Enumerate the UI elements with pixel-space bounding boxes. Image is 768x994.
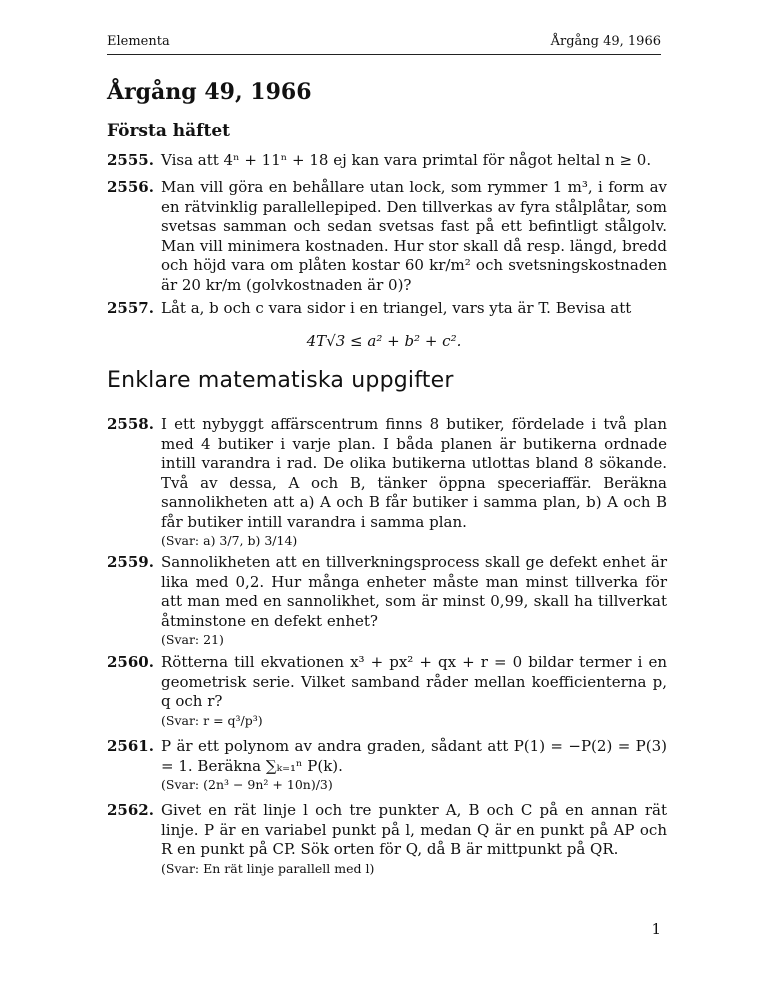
problem-answer: (Svar: En rät linje parallell med l) [161,860,375,876]
header-right: Årgång 49, 1966 [550,34,661,49]
problem-answer: (Svar: (2n³ − 9n² + 10n)/3) [161,777,333,792]
problem-text: Rötterna till ekvationen x³ + px² + qx + r = 0 bildar termer i en geometrisk serie. Vilket samband råder mellan koefficienterna p, q och r? [161,653,667,710]
header-rule [107,54,661,55]
problem-2556 [107,178,667,295]
problem-2559 [107,553,667,649]
problem-2555 [107,151,667,171]
problem-number: 2556. [107,178,154,196]
problem-2558 [107,415,667,550]
issue-subtitle: Första häftet [107,121,231,141]
problem-text: P är ett polynom av andra graden, sådant att P(1) = −P(2) = P(3) = 1. Beräkna ∑ₖ₌₁ⁿ P(k). [161,737,667,775]
problem-2561 [107,737,667,794]
header-left: Elementa [107,34,170,49]
problem-number: 2559. [107,553,154,571]
problem-text: Man vill göra en behållare utan lock, som rymmer 1 m³, i form av en rätvinklig parallellepiped. Den tillverkas av fyra stålplåtar, som svetsas samman och sedan svetsas fast på ett befintligt stålgolv. Man vill minimera kostnaden. Hur stor skall då resp. längd, bredd och höjd vara om plåten kostar 60 kr/m² och svetsningskostnaden är 20 kr/m (golvkostnaden är 0)? [161,178,667,294]
problem-number: 2561. [107,737,154,755]
page-number: 1 [651,920,661,938]
problem-text: Visa att 4ⁿ + 11ⁿ + 18 ej kan vara primtal för något heltal n ≥ 0. [161,151,652,169]
problem-number: 2560. [107,653,154,671]
problem-number: 2558. [107,415,154,433]
problem-text: Sannolikheten att en tillverkningsprocess skall ge defekt enhet är lika med 0,2. Hur många enheter måste man minst tillverka för att man med en sannolikhet, som är minst 0,99, skall ha tillverkat åtminstone en defekt enhet? [161,553,667,630]
problem-answer: (Svar: a) 3/7, b) 3/14) [161,533,298,548]
page-title: Årgång 49, 1966 [107,79,312,105]
problem-text: I ett nybyggt affärscentrum finns 8 butiker, fördelade i två plan med 4 butiker i varje plan. I båda planen är butikerna ordnade intill varandra i rad. De olika butikerna utlottas bland 8 sökande. Två av dessa, A och B, tänker öppna speceriaffär. Beräkna sannolikheten att a) A och B får butiker i samma plan, b) A och B får butiker intill varandra i samma plan. [161,415,667,531]
problem-answer: (Svar: 21) [161,632,224,647]
problem-2562 [107,801,667,878]
problem-answer: (Svar: r = q³/p³) [161,712,263,728]
problem-2557 [107,299,667,319]
problem-number: 2557. [107,299,154,317]
running-header [107,34,661,49]
problem-text: Givet en rät linje l och tre punkter A, B och C på en annan rät linje. P är en variabel punkt på l, medan Q är en punkt på AP och R en punkt på CP. Sök orten för Q, då B är mittpunkt på QR. [161,801,667,858]
problem-2560 [107,653,667,730]
inequality-formula: 4T√3 ≤ a² + b² + c². [306,332,462,350]
section-title: Enklare matematiska uppgifter [107,368,454,393]
problem-number: 2555. [107,151,154,169]
problem-text: Låt a, b och c vara sidor i en triangel, vars yta är T. Bevisa att [161,299,632,317]
problem-number: 2562. [107,801,154,819]
